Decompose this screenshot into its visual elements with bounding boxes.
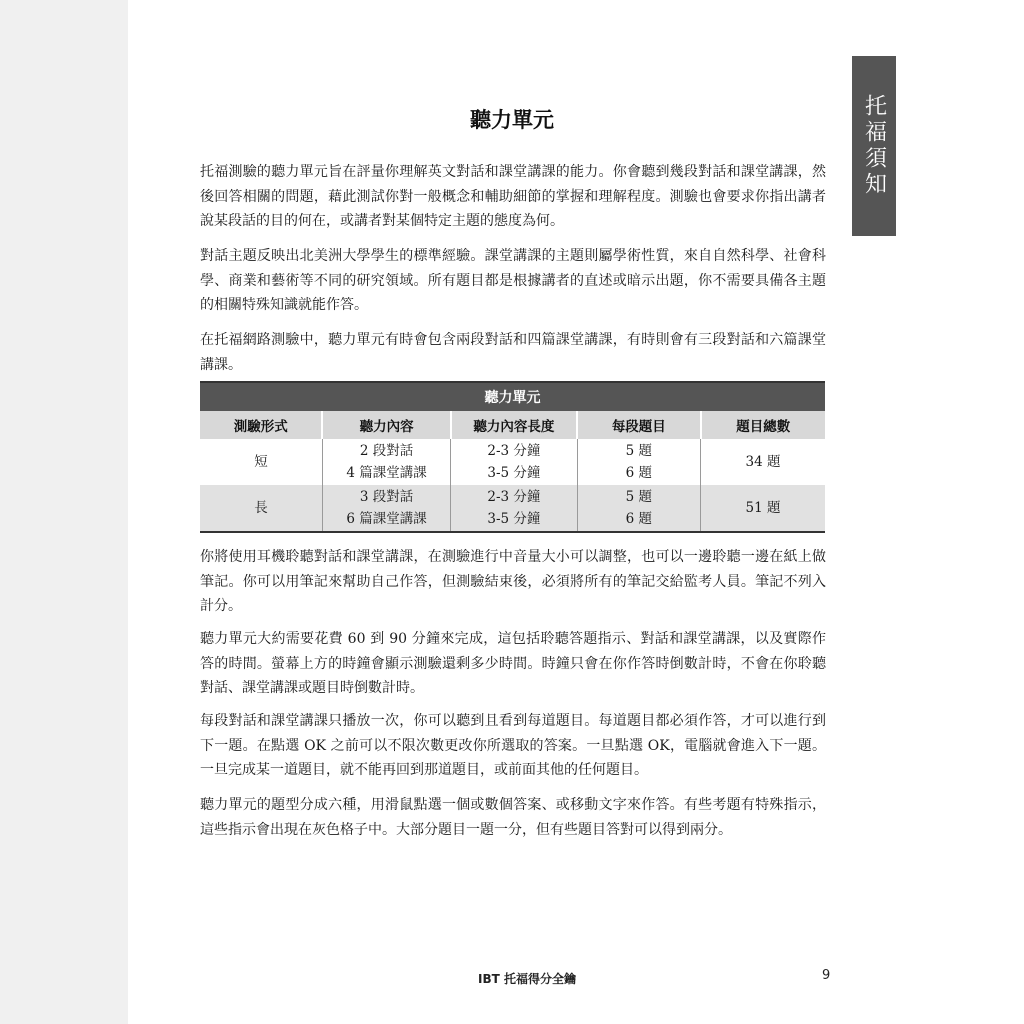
paragraph-playback: 每段對話和課堂講課只播放一次，你可以聽到且看到每道題目。每道題目都必須作答，才可以進行到下一題。在點選 OK 之前可以不限次數更改你所選取的答案。一旦點選 OK，電腦就會進入下一題。一旦完成某一道題目，就不能再回到那道題目，或前面其他的任何題目。 xyxy=(200,713,826,778)
page-title: 聽力單元 xyxy=(470,108,554,132)
page-margin xyxy=(0,0,128,1024)
table-cell-length xyxy=(451,485,577,532)
cell-line: 2-3 分鐘 xyxy=(487,443,541,459)
paragraph-headphones: 你將使用耳機聆聽對話和課堂講課，在測驗進行中音量大小可以調整，也可以一邊聆聽一邊在紙上做筆記。你可以用筆記來幫助自己作答，但測驗結束後，必須將所有的筆記交給監考人員。筆記不列入計分。 xyxy=(200,549,826,614)
cell-line: 2-3 分鐘 xyxy=(487,489,541,505)
table-row xyxy=(200,439,825,485)
cell-line: 2 段對話 xyxy=(359,443,414,459)
table-header-cell: 聽力內容長度 xyxy=(451,411,577,439)
table-cell-total: 51 題 xyxy=(701,485,825,532)
cell-line: 5 題 xyxy=(625,489,653,505)
paragraph-topics: 對話主題反映出北美洲大學學生的標準經驗。課堂講課的主題則屬學術性質，來自自然科學、社會科學、商業和藝術等不同的研究領域。所有題目都是根據講者的直述或暗示出題，你不需要具備各主題的相關特殊知識就能作答。 xyxy=(200,248,826,313)
paragraph-question-types: 聽力單元的題型分成六種，用滑鼠點選一個或數個答案、或移動文字來作答。有些考題有特殊指示，這些指示會出現在灰色格子中。大部分題目一題一分，但有些題目答對可以得到兩分。 xyxy=(200,797,826,838)
cell-line: 3-5 分鐘 xyxy=(487,465,541,481)
table-cell-per-item xyxy=(577,485,700,532)
cell-line: 6 篇課堂講課 xyxy=(346,511,427,527)
table-cell-total: 34 題 xyxy=(701,439,825,485)
table-header-cell: 題目總數 xyxy=(701,411,825,439)
table-cell-length xyxy=(451,439,577,485)
cell-line: 3 段對話 xyxy=(359,489,414,505)
table-row xyxy=(200,485,825,532)
side-tab-label: 托福須知 xyxy=(861,94,887,198)
cell-line: 4 篇課堂講課 xyxy=(346,465,427,481)
cell-line: 3-5 分鐘 xyxy=(487,511,541,527)
table-cell-format: 長 xyxy=(200,485,322,532)
table-cell-content xyxy=(322,439,450,485)
listening-section-table xyxy=(200,381,825,533)
table-title: 聽力單元 xyxy=(200,382,825,411)
table-header-cell: 每段題目 xyxy=(577,411,700,439)
paragraph-format: 在托福網路測驗中，聽力單元有時會包含兩段對話和四篇課堂講課，有時則會有三段對話和六篇課堂講課。 xyxy=(200,332,826,373)
footer-book-title: IBT 托福得分全鑰 xyxy=(478,972,576,986)
table-cell-per-item xyxy=(577,439,700,485)
cell-line: 6 題 xyxy=(625,465,653,481)
paragraph-intro: 托福測驗的聽力單元旨在評量你理解英文對話和課堂講課的能力。你會聽到幾段對話和課堂講課，然後回答相關的問題，藉此測試你對一般概念和輔助細節的掌握和理解程度。測驗也會要求你指出講者說某段話的目的何在，或講者對某個特定主題的態度為何。 xyxy=(200,164,826,229)
paragraph-timing: 聽力單元大約需要花費 60 到 90 分鐘來完成，這包括聆聽答題指示、對話和課堂講課，以及實際作答的時間。螢幕上方的時鐘會顯示測驗還剩多少時間。時鐘只會在你作答時倒數計時，不會在你聆聽對話、課堂講課或題目時倒數計時。 xyxy=(200,631,826,696)
section-side-tab xyxy=(852,56,896,236)
table-cell-format: 短 xyxy=(200,439,322,485)
table-cell-content xyxy=(322,485,450,532)
page-number: 9 xyxy=(822,968,831,983)
cell-line: 6 題 xyxy=(625,511,653,527)
table-header-cell: 測驗形式 xyxy=(200,411,322,439)
table-header-cell: 聽力內容 xyxy=(322,411,450,439)
table-header-row xyxy=(200,411,825,439)
cell-line: 5 題 xyxy=(625,443,653,459)
